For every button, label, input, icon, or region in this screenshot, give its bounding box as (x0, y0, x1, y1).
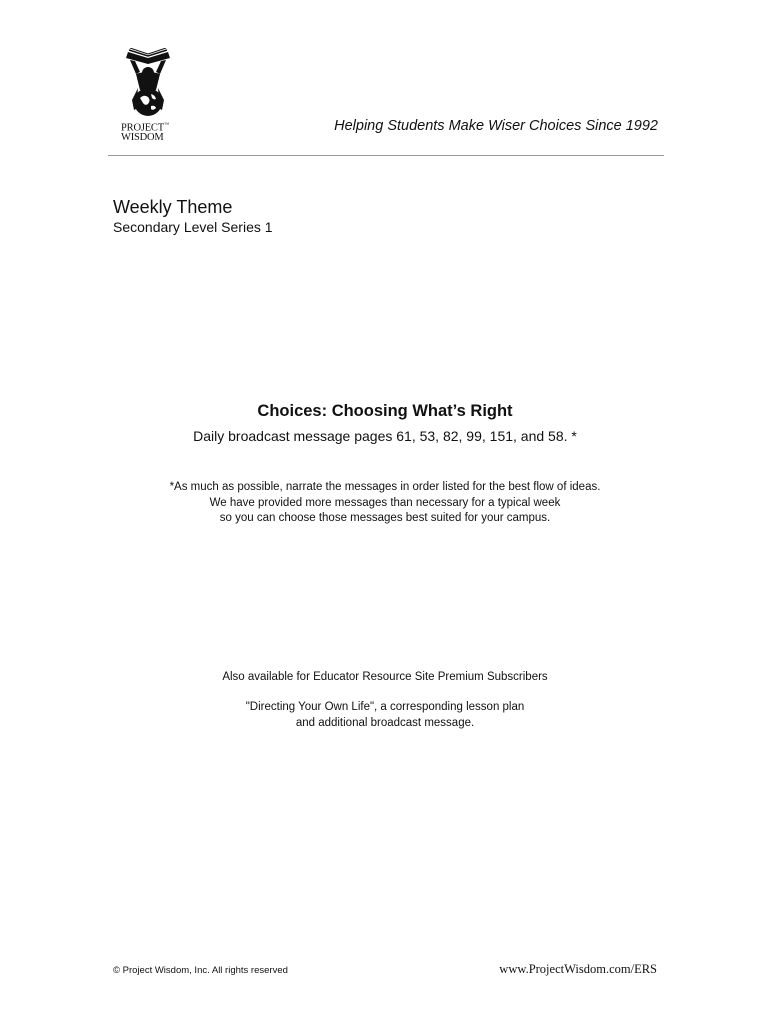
lesson-line: and additional broadcast message. (295, 716, 475, 729)
lesson-title: Choices: Choosing What’s Right (257, 402, 513, 420)
logo-wordmark: PROJECT™ WISDOM (121, 122, 169, 143)
narration-note (0, 480, 770, 527)
website-link[interactable]: www.ProjectWisdom.com/ERS (499, 962, 657, 976)
lesson-line: "Directing Your Own Life", a corresponding lesson plan (245, 701, 525, 713)
copyright-notice: © Project Wisdom, Inc. All rights reserved (113, 965, 288, 976)
note-line: so you can choose those messages best suited for your campus. (219, 512, 551, 524)
project-wisdom-logo (118, 48, 178, 146)
premium-lesson (0, 700, 770, 731)
note-line: *As much as possible, narrate the messages in order listed for the best flow of ideas. (169, 481, 601, 493)
person-holding-book-over-globe-icon (118, 48, 178, 120)
tagline: Helping Students Make Wiser Choices Since 1992 (334, 118, 658, 134)
series-label: Secondary Level Series 1 (113, 219, 273, 235)
note-line: We have provided more messages than necessary for a typical week (209, 496, 561, 509)
broadcast-pages: Daily broadcast message pages 61, 53, 82, 99, 151, and 58. * (193, 428, 577, 444)
premium-availability: Also available for Educator Resource Site Premium Subscribers (222, 671, 548, 683)
weekly-theme-heading: Weekly Theme (113, 197, 233, 217)
header-divider (108, 155, 664, 156)
